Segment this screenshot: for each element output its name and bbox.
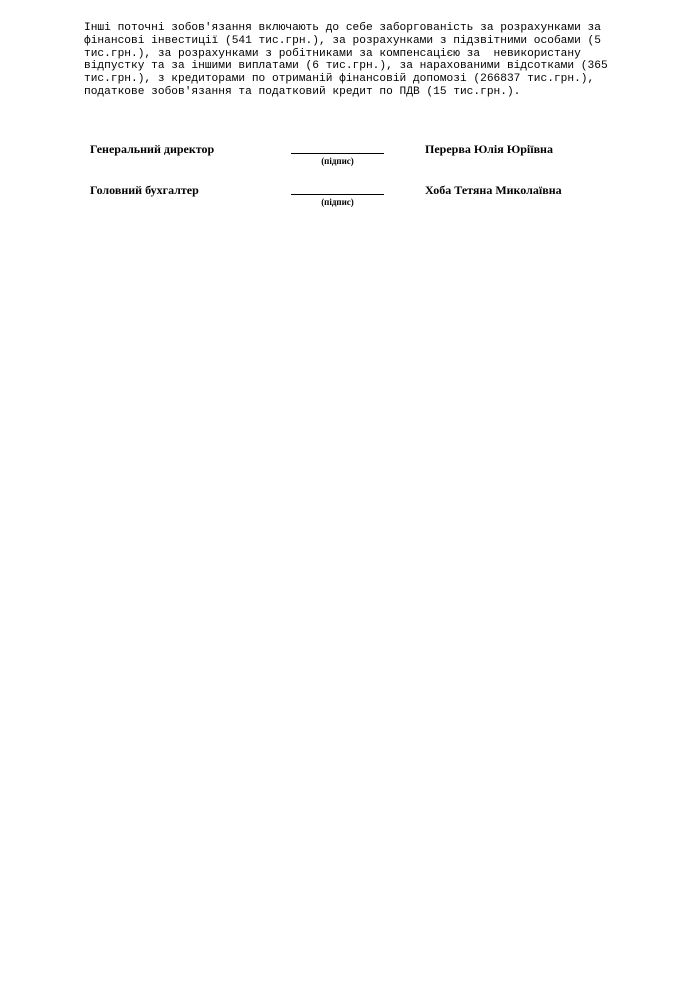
signatory-name: Перерва Юлія Юріївна xyxy=(425,142,553,156)
signatory-title: Головний бухгалтер xyxy=(90,183,199,197)
note-line: тис.грн.), з кредиторами по отриманій фінансовій допомозі (266837 тис.грн.), xyxy=(84,73,595,86)
signature-row-accountant xyxy=(0,183,700,223)
note-line: фінансові інвестиції (541 тис.грн.), за розрахунками з підзвітними особами (5 xyxy=(84,34,601,47)
note-line: тис.грн.), за розрахунками з робітниками за компенсацією за невикористану xyxy=(84,47,581,60)
liabilities-note xyxy=(84,22,644,99)
note-line: Інші поточні зобов'язання включають до себе заборгованість за розрахунками за xyxy=(84,22,601,34)
note-line: відпустку та за іншими виплатами (6 тис.грн.), за нарахованими відсотками (365 xyxy=(84,60,608,73)
signature-caption: (підпис) xyxy=(321,156,354,166)
note-line: податкове зобов'язання та податковий кредит по ПДВ (15 тис.грн.). xyxy=(84,85,521,98)
signature-line xyxy=(291,194,384,195)
signatory-name: Хоба Тетяна Миколаївна xyxy=(425,183,562,197)
signature-caption: (підпис) xyxy=(321,197,354,207)
signatory-title: Генеральний директор xyxy=(90,142,215,156)
signature-row-director xyxy=(0,142,700,182)
signature-line xyxy=(291,153,384,154)
